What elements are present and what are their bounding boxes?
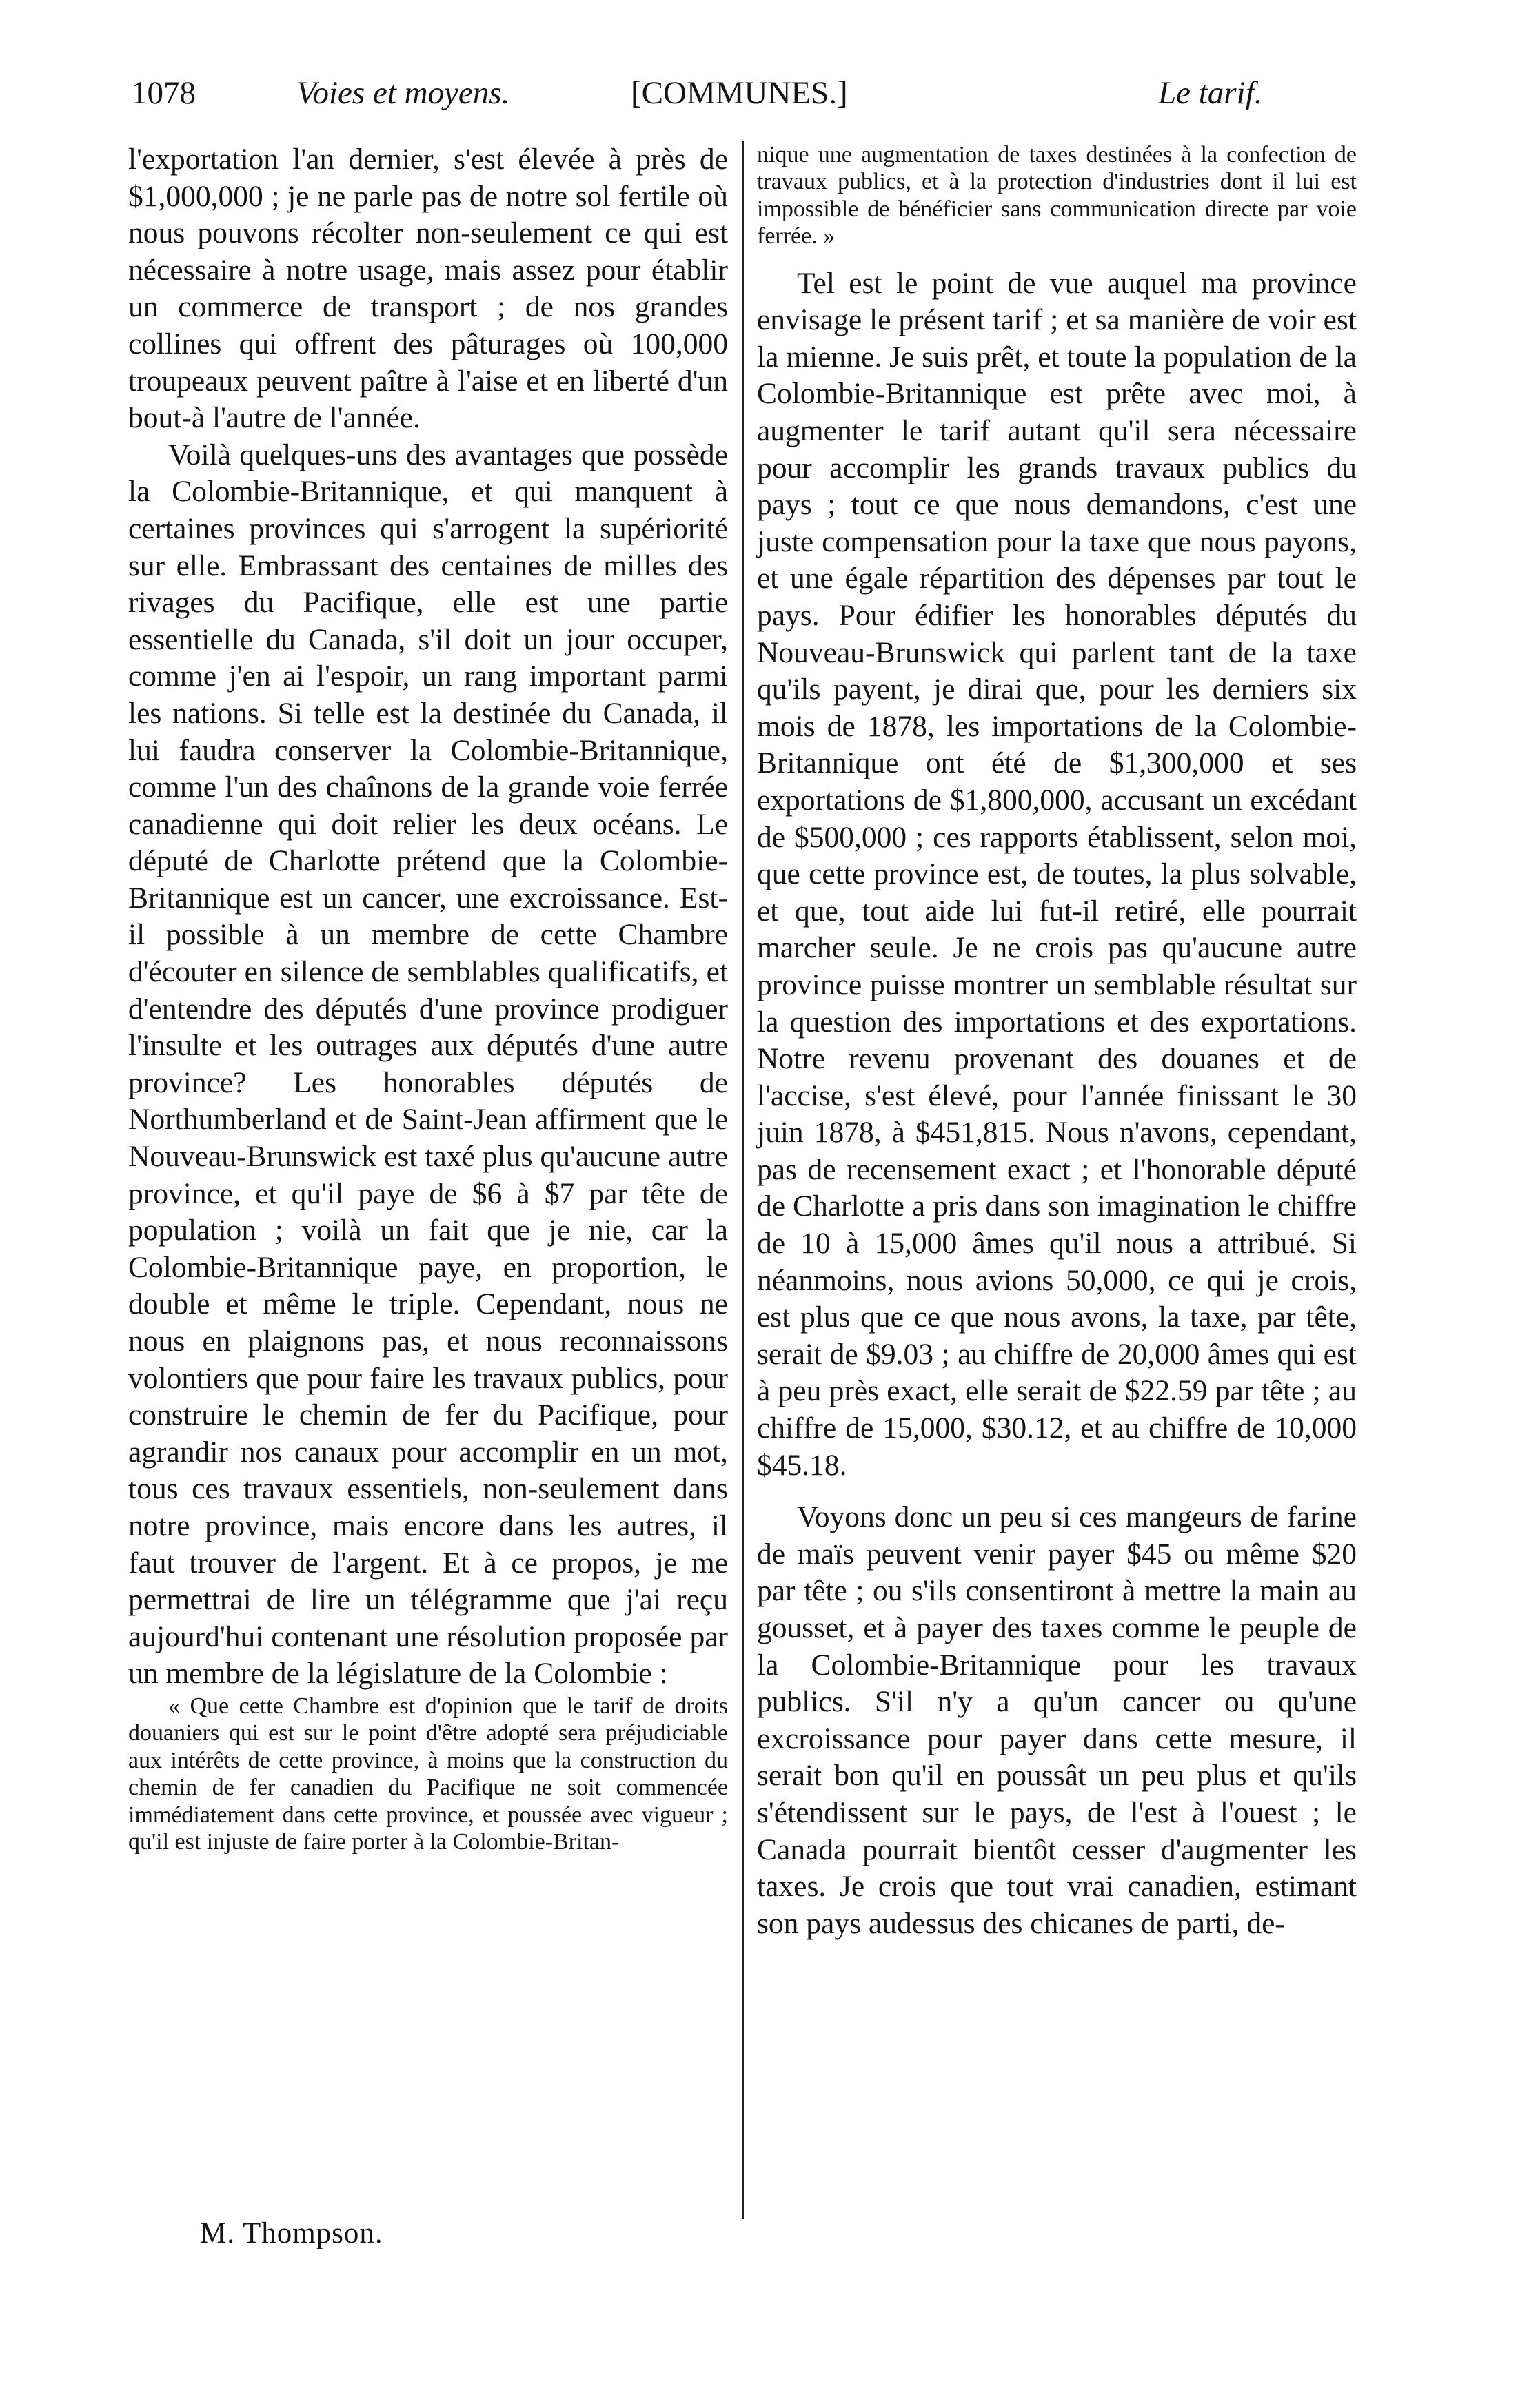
telegram-quote: « Que cette Chambre est d'opinion que le tarif de droits douaniers qui est sur le point d'être adopté sera préjudiciable aux intérêts de cette province, à moins que la construction du chemin de fer canadien du Pacifique ne soit commencée immédiatement dans cette province, et poussée avec vigueur ; qu'il est injuste de faire porter à la Colombie-Britan- (128, 1693, 728, 1855)
telegram-quote-continued: nique une augmentation de taxes destinées à la confection de travaux publics, et à la protection d'industries dont il lui est impossible de bénéficier sans communication directe par voie ferrée. » (757, 142, 1357, 249)
running-title-left: Voies et moyens. (296, 75, 510, 111)
speaker-footer: M. Thompson. (200, 2217, 383, 2249)
left-column (128, 141, 728, 1855)
running-title-center: [COMMUNES.] (631, 75, 848, 111)
right-paragraph-1: Tel est le point de vue auquel ma province envisage le présent tarif ; et sa manière de voir est la mienne. Je suis prêt, et toute la population de la Colombie-Britannique est prête avec moi, à augmenter le tarif autant qu'il sera nécessaire pour accomplir les grands travaux publics du pays ; tout ce que nous demandons, c'est une juste compensation pour la taxe que nous payons, et une égale répartition des dépenses par tout le pays. Pour édifier les honorables députés du Nouveau-Brunswick qui parlent tant de la taxe qu'ils payent, je dirai que, pour les derniers six mois de 1878, les importations de la Colombie-Britannique ont été de $1,300,000 et ses exportations de $1,800,000, accusant un excédant de $500,000 ; ces rapports établissent, selon moi, que cette province est, de toutes, la plus solvable, et que, tout aide lui fut-il retiré, elle pourrait marcher seule. Je ne crois pas qu'aucune autre province puisse montrer un semblable résultat sur la question des importations et des exportations. Notre revenu provenant des douanes et de l'accise, s'est élevé, pour l'année finissant le 30 juin 1878, à $451,815. Nous n'avons, cependant, pas de recensement exact ; et l'honorable député de Charlotte a pris dans son imagination le chiffre de 10 à 15,000 âmes qu'il nous a attribué. Si néanmoins, nous avions 50,000, ce qui je crois, est plus que ce que nous avons, la taxe, par tête, serait de $9.03 ; au chiffre de 20,000 âmes qui est à peu près exact, elle serait de $22.59 par tête ; au chiffre de 15,000, $30.12, et au chiffre de 10,000 $45.18. (757, 266, 1357, 1482)
column-divider (742, 141, 744, 2219)
left-paragraph-1: l'exportation l'an dernier, s'est élevée à près de $1,000,000 ; je ne parle pas de notre sol fertile où nous pouvons récolter non-seulement ce qui est nécessaire à notre usage, mais assez pour établir un commerce de transport ; de nos grandes collines qui offrent des pâturages où 100,000 troupeaux peuvent paître à l'aise et en liberté d'un bout-à l'autre de l'année. (128, 143, 728, 435)
page-number: 1078 (131, 75, 196, 111)
right-column (757, 141, 1357, 1942)
left-paragraph-2: Voilà quelques-uns des avantages que possède la Colombie-Britannique, et qui manquent à certaines provinces qui s'arrogent la supériorité sur elle. Embrassant des centaines de milles des rivages du Pacifique, elle est une partie essentielle du Canada, s'il doit un jour occuper, comme j'en ai l'espoir, un rang important parmi les nations. Si telle est la destinée du Canada, il lui faudra conserver la Colombie-Britannique, comme l'un des chaînons de la grande voie ferrée canadienne qui doit relier les deux océans. Le député de Charlotte prétend que la Colombie-Britannique est un cancer, une excroissance. Est-il possible à un membre de cette Chambre d'écouter en silence de semblables qualificatifs, et d'entendre des députés d'une province prodiguer l'insulte et les outrages aux députés d'une autre province? Les honorables députés de Northumberland et de Saint-Jean affirment que le Nouveau-Brunswick est taxé plus qu'aucune autre province, et qu'il paye de $6 à $7 par tête de population ; voilà un fait que je nie, car la Colombie-Britannique paye, en proportion, le double et même le triple. Cependant, nous ne nous en plaignons pas, et nous reconnaissons volontiers que pour faire les travaux publics, pour construire le chemin de fer du Pacifique, pour agrandir nos canaux pour accomplir en un mot, tous ces travaux essentiels, non-seulement dans notre province, mais encore dans les autres, il faut trouver de l'argent. Et à ce propos, je me permettrai de lire un télégramme que j'ai reçu aujourd'hui contenant une résolution proposée par un membre de la législature de la Colombie : (128, 438, 728, 1691)
page-header (131, 69, 1330, 117)
right-paragraph-2: Voyons donc un peu si ces mangeurs de farine de maïs peuvent venir payer $45 ou même $20 par tête ; ou s'ils consentiront à mettre la main au gousset, et à payer des taxes comme le peuple de la Colombie-Britannique pour les travaux publics. S'il n'y a qu'un cancer ou qu'une excroissance pour payer dans cette mesure, il serait bon qu'il en poussât un peu plus et qu'ils s'étendissent sur le pays, de l'est à l'ouest ; le Canada pourrait bientôt cesser d'augmenter les taxes. Je crois que tout vrai canadien, estimant son pays audessus des chicanes de parti, de- (757, 1500, 1357, 1940)
running-title-right: Le tarif. (1158, 75, 1263, 111)
